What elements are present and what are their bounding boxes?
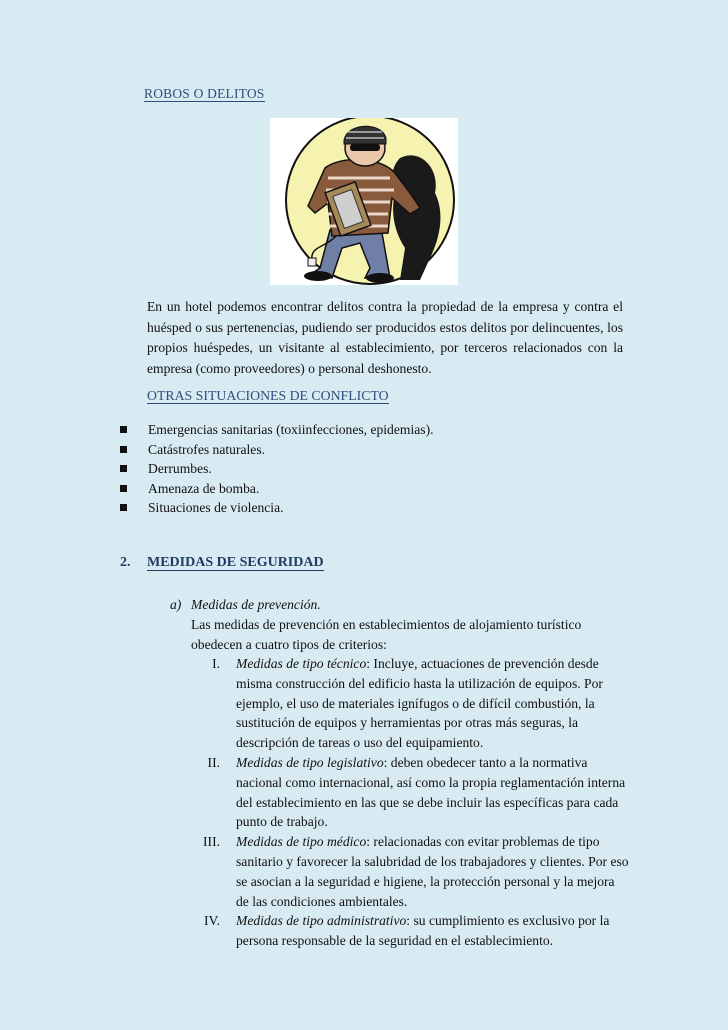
- list-item: Emergencias sanitarias (toxiinfecciones, epidemias).: [120, 420, 434, 440]
- list-item: Catástrofes naturales.: [120, 440, 434, 460]
- bullet-square-icon: [120, 504, 127, 511]
- list-item: Situaciones de violencia.: [120, 498, 434, 518]
- section-number: 2.: [120, 555, 131, 570]
- section-heading-otras: OTRAS SITUACIONES DE CONFLICTO: [147, 388, 389, 403]
- bullet-square-icon: [120, 465, 127, 472]
- subsection-prevencion: [170, 595, 630, 654]
- section-heading-robos: ROBOS O DELITOS: [144, 86, 265, 101]
- criteria-list: [190, 654, 630, 951]
- bullet-square-icon: [120, 485, 127, 492]
- section-title: MEDIDAS DE SEGURIDAD: [147, 555, 324, 570]
- bullet-square-icon: [120, 426, 127, 433]
- criteria-item: I. Medidas de tipo técnico: Incluye, actuaciones de prevención desde misma construcción del edificio hasta la utilización de equipos. Por ejemplo, el uso de materiales ignífugos o de difícil combustión, la sustitución de equipos y herramientas por otras más seguras, la descripción de tareas o uso del equipamiento.: [212, 656, 603, 751]
- section-heading-medidas: [120, 555, 324, 571]
- subsection-title: Medidas de prevención.: [191, 597, 321, 612]
- body-paragraph: En un hotel podemos encontrar delitos contra la propiedad de la empresa y contra el huésped o sus pertenencias, pudiendo ser producidos estos delitos por delincuentes, los propios huéspedes, un visitante al establecimiento, por terceros relacionados con la empresa (como proveedores) o personal deshonesto.: [147, 299, 623, 376]
- bullet-square-icon: [120, 446, 127, 453]
- criteria-item: III. Medidas de tipo médico: relacionadas con evitar problemas de tipo sanitario y favorecer la salubridad de los trabajadores y clientes. Por eso se asocian a la seguridad e higiene, la protección personal y la mejora de las condiciones ambientales.: [203, 834, 629, 909]
- conflict-list: [120, 420, 434, 518]
- list-item: Derrumbes.: [120, 459, 434, 479]
- list-item: Amenaza de bomba.: [120, 479, 434, 499]
- criteria-item: II. Medidas de tipo legislativo: deben obedecer tanto a la normativa nacional como internacional, así como la propia reglamentación interna del establecimiento en las que se debe incluir las específicas para cada punto de trabajo.: [207, 754, 626, 830]
- subsection-intro: Las medidas de prevención en establecimientos de alojamiento turístico obedecen a cuatro tipos de criterios:: [191, 616, 582, 652]
- thief-illustration-graphic: [270, 118, 458, 285]
- subsection-marker: a): [170, 597, 182, 612]
- criteria-item: IV. Medidas de tipo administrativo: su cumplimiento es exclusivo por la persona responsable de la seguridad en el establecimiento.: [204, 913, 610, 949]
- thief-illustration: [270, 118, 458, 285]
